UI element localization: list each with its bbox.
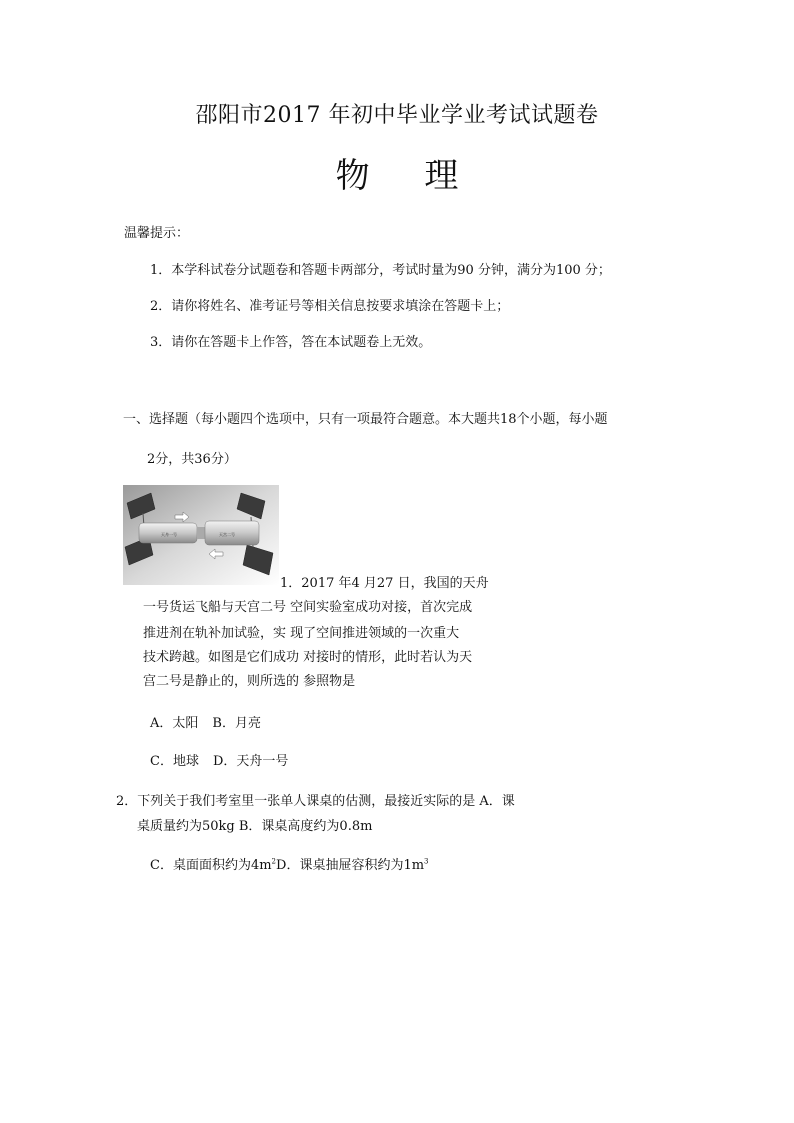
section-heading: 一、选择题（每小题四个选项中，只有一项最符合题意。本大题共18个小题，每小题 xyxy=(123,412,608,427)
section-heading-cont: 2分，共36分） xyxy=(147,452,237,467)
q2-option-c: C．桌面面积约为4m xyxy=(150,858,272,873)
module-label-right: 天宫二号 xyxy=(219,532,235,537)
reminder-note-2: 2．请你将姓名、准考证号等相关信息按要求填涂在答题卡上； xyxy=(150,299,510,314)
reminder-note-1: 1．本学科试卷分试题卷和答题卡两部分，考试时量为90 分钟，满分为100 分； xyxy=(150,263,611,278)
q2-option-c-sup: 2 xyxy=(271,857,277,866)
space-station-photo xyxy=(123,485,279,585)
q2-option-d-sup: 3 xyxy=(424,857,429,866)
exam-title: 邵阳市2017 年初中毕业学业考试试题卷 xyxy=(195,103,599,128)
q1-line-1: 1．2017 年4 月27 日，我国的天舟 xyxy=(280,576,489,591)
q2-option-d: D．课桌抽屉容积约为1m xyxy=(276,858,425,873)
q1-options-ab xyxy=(150,712,261,731)
q1-option-c: C．地球 xyxy=(150,754,199,769)
q1-line-2: 一号货运飞船与天宫二号 空间实验室成功对接，首次完成 xyxy=(143,600,473,615)
q2-line-2: 桌质量约为50kg B．课桌高度约为0.8m xyxy=(137,819,373,834)
q1-line-3: 推进剂在轨补加试验，实 现了空间推进领域的一次重大 xyxy=(143,626,460,641)
module-label-left: 天舟一号 xyxy=(161,532,177,537)
reminder-note-3: 3．请你在答题卡上作答，答在本试题卷上无效。 xyxy=(150,335,432,350)
q2-options-cd xyxy=(150,854,429,873)
q1-line-5: 宫二号是静止的，则所选的 参照物是 xyxy=(143,674,356,689)
q1-option-d: D．天舟一号 xyxy=(212,754,289,769)
q1-option-b: B．月亮 xyxy=(212,716,261,731)
subject-title: 物 理 xyxy=(335,156,481,196)
q1-line-4: 技术跨越。如图是它们成功 对接时的情形，此时若认为天 xyxy=(143,650,473,665)
reminder-label: 温馨提示： xyxy=(124,226,190,241)
q1-option-a: A．太阳 xyxy=(150,716,199,731)
q2-line-1: 2．下列关于我们考室里一张单人课桌的估测，最接近实际的是 A．课 xyxy=(116,794,515,809)
q1-options-cd xyxy=(150,750,288,769)
